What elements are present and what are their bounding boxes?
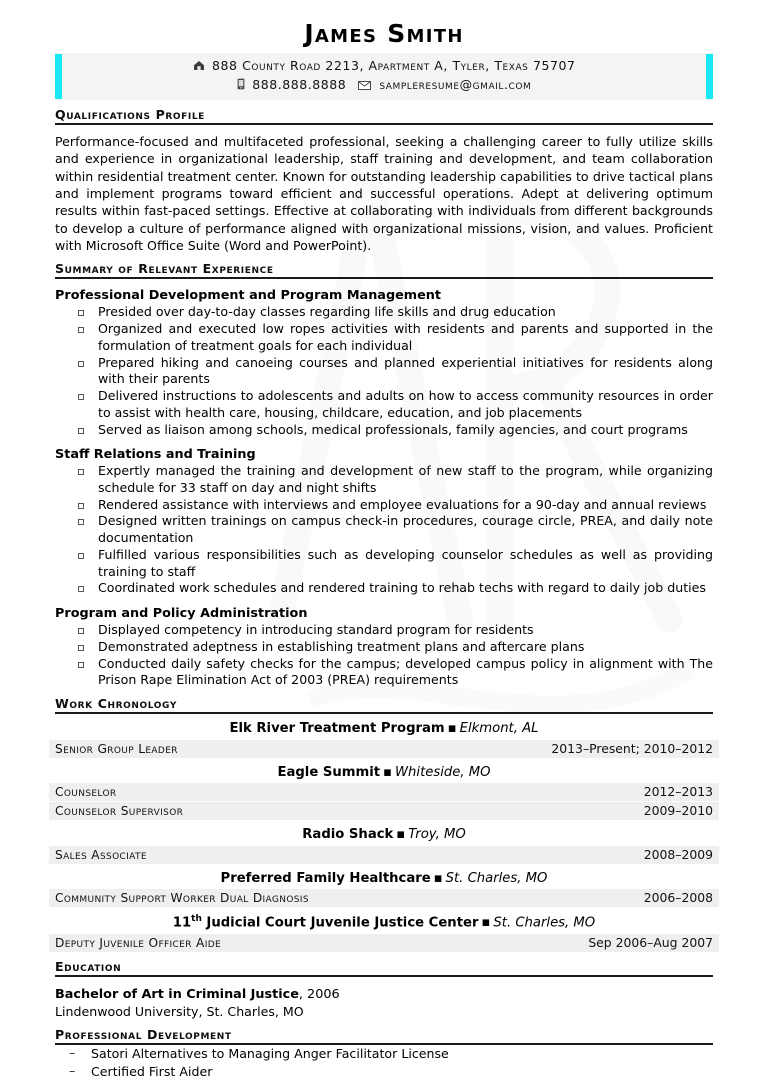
summary-group bbox=[55, 606, 713, 689]
employer-separator: ▪ bbox=[447, 721, 457, 737]
employer-name: 11 bbox=[172, 915, 192, 931]
home-icon bbox=[193, 58, 205, 76]
contact-address: 888 County Road 2213, Apartment A, Tyler, Texas 75707 bbox=[212, 57, 576, 73]
work-entry bbox=[55, 871, 713, 908]
summary-group bbox=[55, 447, 713, 597]
role-title: Community Support Worker Dual Diagnosis bbox=[55, 891, 309, 906]
contact-phone: 888.888.8888 bbox=[252, 76, 347, 92]
employer-location: St. Charles, MO bbox=[493, 915, 596, 931]
contact-phone-email-line bbox=[55, 76, 713, 95]
role-title: Counselor Supervisor bbox=[55, 804, 184, 819]
employer-location: Whiteside, MO bbox=[395, 764, 491, 780]
list-item: Conducted daily safety checks for the campus; developed campus policy in alignment with The Prison Rape Elimination Act of 2003 (PREA) requirements bbox=[77, 656, 713, 689]
applicant-name: James Smith bbox=[304, 19, 464, 48]
list-item: – Certified First Aider bbox=[69, 1063, 713, 1081]
role-dates: 2006–2008 bbox=[643, 890, 713, 906]
work-entry bbox=[55, 827, 713, 864]
section-heading-summary: Summary of Relevant Experience bbox=[55, 261, 713, 279]
summary-bullet-list bbox=[55, 304, 713, 438]
summary-group-title: Professional Development and Program Management bbox=[55, 288, 442, 304]
education-degree: Bachelor of Art in Criminal Justice bbox=[55, 986, 299, 1002]
list-item: Expertly managed the training and development of new staff to the program, while organizing schedule for 33 staff on day and night shifts bbox=[77, 463, 713, 496]
accent-bar-left bbox=[55, 54, 62, 99]
contact-band bbox=[55, 53, 713, 100]
table-row bbox=[49, 889, 719, 907]
role-title: Counselor bbox=[55, 785, 117, 800]
table-row bbox=[49, 801, 719, 820]
section-heading-education: Education bbox=[55, 959, 713, 977]
employer-location: Troy, MO bbox=[408, 827, 466, 843]
education-school: Lindenwood University, St. Charles, MO bbox=[55, 1004, 304, 1020]
employer-line bbox=[55, 871, 713, 888]
employer-line bbox=[55, 914, 713, 932]
employer-separator: ▪ bbox=[433, 870, 443, 886]
role-dates: Sep 2006–Aug 2007 bbox=[588, 934, 713, 950]
education-degree-line bbox=[55, 986, 713, 1003]
employer-line bbox=[55, 721, 713, 738]
table-row bbox=[49, 740, 719, 758]
list-item: Rendered assistance with interviews and employee evaluations for a 90-day and annual reviews bbox=[77, 497, 713, 514]
section-heading-qualifications: Qualifications Profile bbox=[55, 107, 713, 125]
role-dates: 2009–2010 bbox=[643, 803, 713, 819]
employer-name: Elk River Treatment Program bbox=[229, 721, 445, 737]
work-entry bbox=[55, 765, 713, 821]
table-row bbox=[49, 934, 719, 952]
section-heading-work: Work Chronology bbox=[55, 696, 713, 714]
qualifications-paragraph: Performance-focused and multifaceted professional, seeking a challenging career to fully utilize skills and experience in organizational leadership, staff training and development, and team collaboration within residential treatment center. Known for outstanding leadership capabilities to drive tactical plans and implement programs toward efficient and successful operations. Adept at delivering optimum results within fast-paced settings. Effective at collaborating with individuals from different backgrounds to develop a culture of performance aligned with organizational missions, vision, and values. Proficient with Microsoft Office Suite (Word and PowerPoint). bbox=[55, 133, 713, 253]
work-entry bbox=[55, 914, 713, 952]
list-item: Delivered instructions to adolescents and adults on how to access community resources in order to assist with health care, housing, childcare, education, and job placements bbox=[77, 388, 713, 421]
list-item: Coordinated work schedules and rendered training to rehab techs with regard to daily job duties bbox=[77, 580, 713, 597]
professional-development-list bbox=[55, 1045, 713, 1082]
list-item: Designed written trainings on campus check-in procedures, courage circle, PREA, and daily note documentation bbox=[77, 513, 713, 546]
role-title: Sales Associate bbox=[55, 847, 147, 862]
list-item: Prepared hiking and canoeing courses and planned experiential initiatives for residents along with their parents bbox=[77, 355, 713, 388]
employer-name-ordinal-suffix: th bbox=[191, 914, 202, 925]
employer-name: Radio Shack bbox=[302, 827, 394, 843]
education-entry bbox=[55, 986, 713, 1020]
section-heading-professional-development: Professional Development bbox=[55, 1027, 713, 1045]
phone-icon bbox=[237, 77, 245, 95]
role-dates: 2012–2013 bbox=[643, 784, 713, 800]
employer-location: Elkmont, AL bbox=[459, 721, 539, 737]
summary-bullet-list bbox=[55, 622, 713, 689]
employer-separator: ▪ bbox=[383, 764, 393, 780]
role-dates: 2008–2009 bbox=[643, 846, 713, 862]
employer-separator: ▪ bbox=[481, 915, 491, 931]
employer-name-rest: Judicial Court Juvenile Justice Center bbox=[201, 915, 479, 931]
list-item: Served as liaison among schools, medical professionals, family agencies, and court programs bbox=[77, 422, 713, 439]
table-row bbox=[49, 783, 719, 801]
contact-email: sampleresume@gmail.com bbox=[379, 76, 532, 92]
list-item: Demonstrated adeptness in establishing treatment plans and aftercare plans bbox=[77, 639, 713, 656]
list-item: – Satori Alternatives to Managing Anger Facilitator License bbox=[69, 1045, 713, 1063]
employer-location: St. Charles, MO bbox=[445, 870, 548, 886]
education-year: , 2006 bbox=[298, 986, 340, 1002]
summary-group-title: Staff Relations and Training bbox=[55, 447, 256, 463]
role-dates: 2013–Present; 2010–2012 bbox=[551, 740, 713, 756]
contact-address-line bbox=[55, 57, 713, 76]
employer-line bbox=[55, 827, 713, 844]
envelope-icon bbox=[358, 77, 371, 95]
summary-group bbox=[55, 288, 713, 438]
role-title: Deputy Juvenile Officer Aide bbox=[55, 935, 222, 950]
employer-line bbox=[55, 765, 713, 782]
list-item: Presided over day-to-day classes regarding life skills and drug education bbox=[77, 304, 713, 321]
employer-separator: ▪ bbox=[396, 827, 406, 843]
employer-name: Preferred Family Healthcare bbox=[220, 870, 431, 886]
list-item: Displayed competency in introducing standard program for residents bbox=[77, 622, 713, 639]
table-row bbox=[49, 846, 719, 864]
accent-bar-right bbox=[706, 54, 713, 99]
summary-bullet-list bbox=[55, 463, 713, 597]
list-item: Fulfilled various responsibilities such as developing counselor schedules as well as providing training to staff bbox=[77, 547, 713, 580]
role-title: Senior Group Leader bbox=[55, 741, 178, 756]
work-entry bbox=[55, 721, 713, 758]
summary-group-title: Program and Policy Administration bbox=[55, 606, 308, 622]
employer-name: Eagle Summit bbox=[277, 764, 381, 780]
list-item: Organized and executed low ropes activities with residents and parents and supported in the formulation of treatment goals for each individual bbox=[77, 321, 713, 354]
